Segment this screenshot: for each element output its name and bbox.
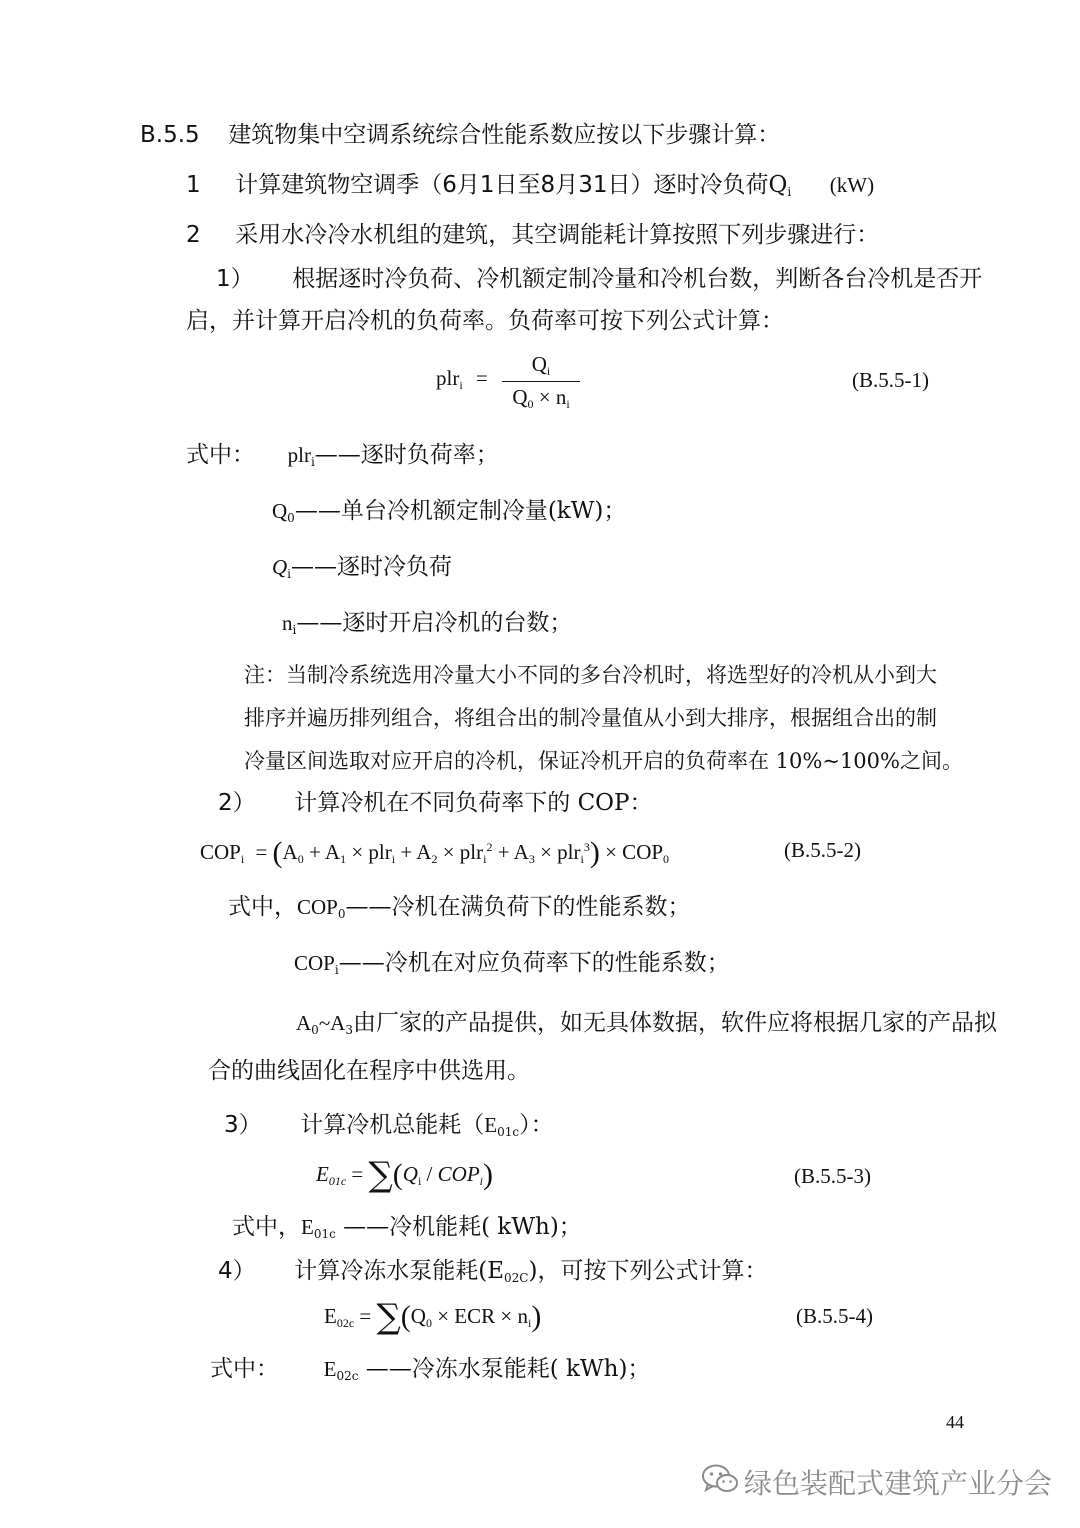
item-1-day-start: 1 [479,172,495,198]
formula-4-tag: (B.5.5-4) [796,1304,873,1328]
ecr-symbol: ECR [454,1304,496,1328]
equals-sign: = [475,366,488,390]
where-label: 式中， [232,1214,301,1240]
equals-sign: = [255,840,268,864]
n-symbol: n [555,385,567,409]
item-1-month-start: 6 [442,172,457,198]
item-1-text: 计算建筑物空调季（ [235,172,443,198]
e01c-symbol: E [484,1113,498,1137]
plr-subscript: i [391,852,396,866]
step-4-text-end: )，可按下列公式计算： [528,1258,768,1284]
where-label: 式中： [210,1356,279,1382]
e01c-symbol: E [316,1162,329,1186]
where-4 [210,1354,650,1391]
cube-exponent: 3 [583,840,590,854]
formula-1-lhs [436,366,488,393]
note-line-2: 排序并遍历排列组合，将组合出的制冷量值从小到大排序，根据组合出的制 [244,706,937,730]
formula-1-tag: (B.5.5-1) [852,368,929,392]
cop-subscript: i [240,852,245,866]
a3-symbol: A [513,840,529,864]
item-2-number: 2 [186,222,201,248]
n-subscript: i [566,397,570,411]
step-4-text: 计算冷冻水泵能耗(E [294,1258,505,1284]
q0-subscript: 0 [287,511,295,525]
where-2-a-coeffs-cont: 合的曲线固化在程序中供选用。 [208,1058,530,1084]
plus-sign: + [308,840,321,864]
step-4 [218,1256,767,1293]
sum-symbol: ∑ [376,1297,401,1337]
step-4-number: 4） [218,1258,256,1284]
step-3-number: 3） [224,1112,262,1138]
where-label: 式中， [228,894,297,920]
step-3-text: 计算冷机总能耗（ [300,1112,485,1138]
times-sign: × [500,1304,513,1328]
cop-subscript: i [479,1174,483,1188]
step-2-number: 2） [218,790,256,816]
cop0-symbol: COP [297,895,338,919]
item-1-text: 日）逐时冷负荷Q [607,172,788,198]
a0-subscript: 0 [297,852,304,866]
where-1-plr [186,440,499,477]
times-sign: × [540,840,552,864]
times-sign: × [437,1304,450,1328]
close-paren: ) [482,1158,493,1191]
copi-subscript: i [334,963,339,977]
section-title: 建筑物集中空调系统综合性能系数应按以下步骤计算： [228,122,781,148]
cop-symbol: COP [437,1162,480,1186]
a1-symbol: A [324,840,341,864]
plr-symbol: plr [368,840,392,864]
item-1-unit: (kW) [829,173,875,197]
item-1-text: 月 [456,172,480,198]
q0-subscript: 0 [425,1316,432,1330]
qi-description: ——逐时冷负荷 [291,554,453,580]
where-2-copi [294,948,730,985]
plus-sign: + [497,840,510,864]
e02c-symbol: E [324,1304,337,1328]
ni-symbol: n [282,611,293,635]
plr-symbol: plr [557,840,581,864]
a-coeffs-description: 由厂家的产品提供，如无具体数据，软件应将根据几家的产品拟 [352,1010,997,1036]
item-1-text: 月 [555,172,579,198]
close-paren: ) [531,1300,542,1333]
ni-subscript: i [527,1316,532,1330]
formula-2 [200,838,669,868]
fraction-numerator [502,352,580,381]
step-1-line-1 [216,264,982,294]
where-label: 式中： [186,442,255,468]
item-1-number: 1 [186,172,201,198]
a3-subscript: 3 [528,852,535,866]
a0-symbol: A [296,1011,312,1035]
square-exponent: 2 [486,840,493,854]
qi-symbol: Q [402,1162,418,1186]
step-3 [224,1110,554,1147]
formula-4 [324,1297,542,1337]
qi-subscript: i [287,567,292,581]
ni-description: ——逐时开启冷机的台数； [296,610,573,636]
plus-sign: + [400,840,413,864]
step-2 [218,788,653,818]
qi-subscript: i [417,1174,422,1188]
q0-description: ——单台冷机额定制冷量(kW)； [294,498,627,524]
q0-symbol: Q [410,1304,426,1328]
plr-subscript: i [310,455,315,469]
formula-2-tag: (B.5.5-2) [784,838,861,862]
e02c-subscript: 02C [504,1271,529,1285]
a2-symbol: A [416,840,432,864]
formula-3-tag: (B.5.5-3) [794,1164,871,1188]
step-3-text-end: ）： [519,1112,554,1138]
e02c-symbol: E [323,1357,337,1381]
equals-sign: = [359,1304,372,1328]
where-1-qi [272,552,452,589]
copi-symbol: COP [294,951,335,975]
fraction-denominator [502,381,580,412]
step-1-line-2: 启，并计算开启冷机的负荷率。负荷率可按下列公式计算： [186,308,784,334]
step-2-text: 计算冷机在不同负荷率下的 COP： [294,790,653,816]
section-heading [140,120,780,150]
equals-sign: = [351,1162,364,1186]
q0-symbol: Q [512,385,528,409]
plr-symbol: plr [436,366,460,390]
open-paren: ( [392,1158,403,1191]
a0-subscript: 0 [311,1023,319,1037]
e01c-subscript: 01c [313,1227,336,1241]
q-symbol: Q [531,352,547,376]
e02c-subscript: 02c [336,1369,359,1383]
copi-description: ——冷机在对应负荷率下的性能系数； [338,950,730,976]
cop0-subscript: 0 [663,852,670,866]
formula-3 [316,1155,493,1195]
plr-symbol: plr [459,840,484,864]
item-2-text: 采用水冷冷水机组的建筑，其空调能耗计算按照下列步骤进行： [235,222,880,248]
cop0-factor: × COP [605,840,664,864]
ni-symbol: n [517,1304,528,1328]
item-1 [186,170,874,207]
note-line-1: 注：当制冷系统选用冷量大小不同的多台冷机时，将选型好的冷机从小到大 [244,663,937,687]
cop0-description: ——冷机在满负荷下的性能系数； [345,894,691,920]
section-number: B.5.5 [140,122,200,148]
ni-subscript: i [292,623,297,637]
e01c-symbol: E [301,1215,314,1239]
watermark-text: 绿色装配式建筑产业分会 [744,1467,1053,1500]
times-sign: × [538,385,551,409]
plr-description: ——逐时负荷率； [314,442,499,468]
sum-symbol: ∑ [368,1155,393,1195]
item-1-month-end: 8 [540,172,556,198]
note-line-3: 冷量区间选取对应开启的冷机，保证冷机开启的负荷率在 10%~100%之间。 [244,749,963,773]
e02c-description: ——冷冻水泵能耗( kWh)； [365,1356,651,1382]
times-sign: × [442,840,455,864]
where-2-cop0 [228,892,691,929]
item-2 [186,220,879,250]
divide-sign: / [426,1162,433,1186]
page-number: 44 [946,1412,964,1432]
item-1-subscript: i [787,185,792,199]
plr-symbol: plr [287,443,311,467]
plr-subscript: i [459,378,463,392]
e01c-subscript: 01c [497,1125,520,1139]
where-2-a-coeffs [296,1008,997,1045]
a3-subscript: 3 [345,1023,353,1037]
q-subscript: i [546,364,551,378]
q0-symbol: Q [272,499,288,523]
open-paren: ( [272,836,283,869]
cop0-subscript: 0 [337,907,346,921]
e01c-description: ——冷机能耗( kWh)； [343,1214,582,1240]
wechat-icon [700,1462,740,1496]
a1-subscript: 1 [340,852,347,866]
a2-subscript: 2 [431,852,438,866]
qi-symbol: Q [272,555,288,579]
plr-subscript: i [483,852,487,866]
times-sign: × [351,840,364,864]
a3-symbol: ~A [318,1011,346,1035]
item-1-text: 日至 [494,172,541,198]
step-1-number: 1） [216,266,254,292]
e01c-subscript: 01c [328,1174,347,1188]
formula-1-fraction [502,352,580,412]
open-paren: ( [400,1300,411,1333]
a0-symbol: A [282,840,298,864]
item-1-day-end: 31 [578,172,608,198]
q0-subscript: 0 [527,397,534,411]
where-1-ni [282,608,572,645]
plr-subscript: i [580,852,584,866]
close-paren: ) [589,836,600,869]
e02c-subscript: 02c [336,1316,355,1330]
cop-symbol: COP [200,840,241,864]
step-1-text: 根据逐时冷负荷、冷机额定制冷量和冷机台数，判断各台冷机是否开 [292,266,983,292]
where-3 [232,1212,582,1249]
where-1-q0 [272,496,626,533]
